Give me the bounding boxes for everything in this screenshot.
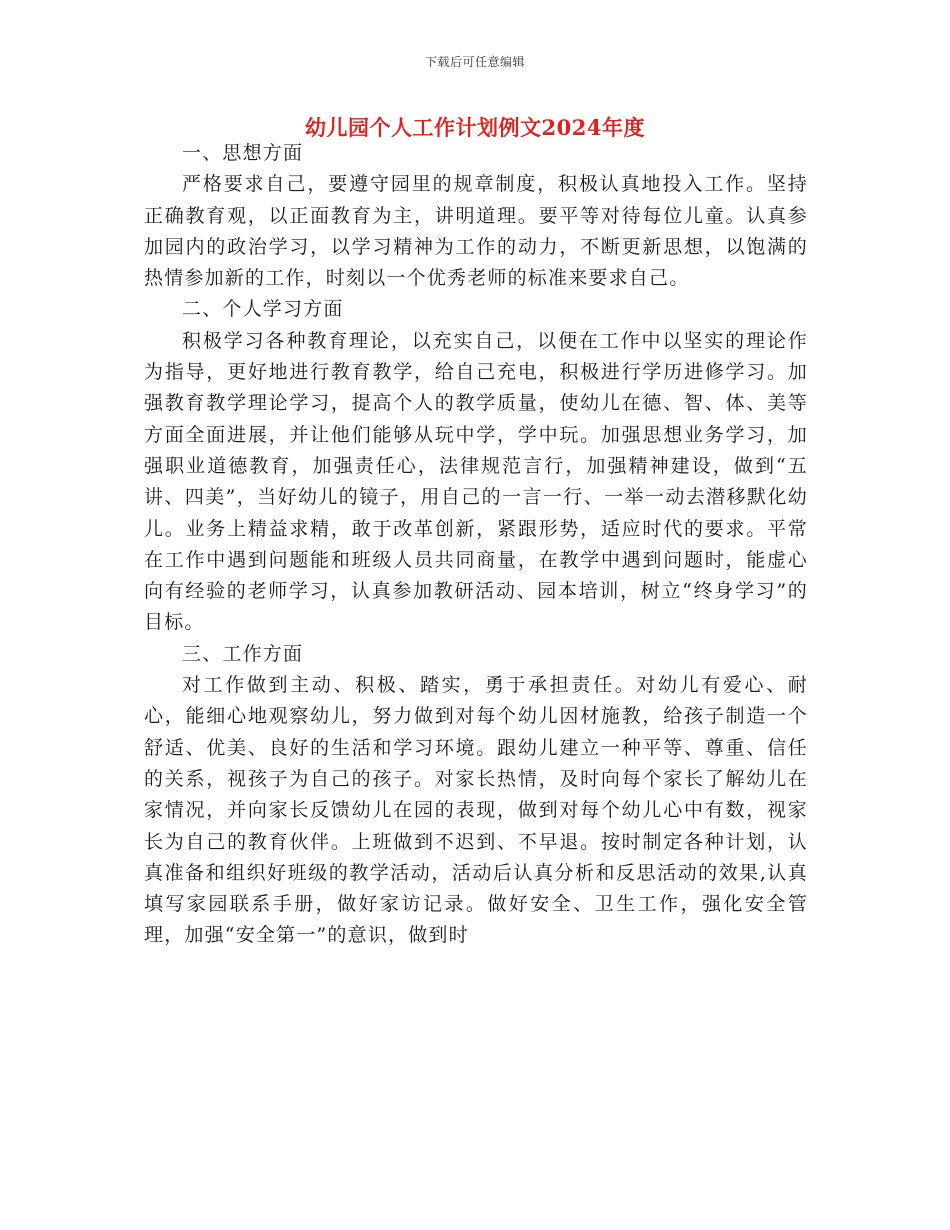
section-paragraph-work: 对工作做到主动、积极、踏实，勇于承担责任。对幼儿有爱心、耐心，能细心地观察幼儿，努力做到对每个幼儿因材施教，给孩子制造一个舒适、优美、良好的生活和学习环境。跟幼儿建立一种平等、尊重、信任的关系，视孩子为自己的孩子。对家长热情，及时向每个家长了解幼儿在家情况，并向家长反馈幼儿在园的表现，做到对每个幼儿心中有数，视家长为自己的教育伙伴。上班做到不迟到、不早退。按时制定各种计划，认真准备和组织好班级的教学活动，活动后认真分析和反思活动的效果,认真填写家园联系手册，做好家访记录。做好安全、卫生工作，强化安全管理，加强“安全第一”的意识，做到时 — [144, 674, 808, 947]
document-body — [144, 138, 808, 952]
section-heading-work: 三、工作方面 — [182, 642, 304, 665]
document-title: 幼儿园个人工作计划例文2024年度 — [305, 115, 645, 140]
section-work — [144, 639, 808, 952]
section-paragraph-personal-study: 积极学习各种教育理论，以充实自己，以便在工作中以坚实的理论作为指导，更好地进行教育教学，给自己充电，积极进行学历进修学习。加强教育教学理论学习，提高个人的教学质量，使幼儿在德、智、体、美等方面全面进展，并让他们能够从玩中学，学中玩。加强思想业务学习，加强职业道德教育，加强责任心，法律规范言行，加强精神建设，做到“五讲、四美”，当好幼儿的镜子，用自己的一言一行、一举一动去潜移默化幼儿。业务上精益求精，敢于改革创新，紧跟形势，适应时代的要求。平常在工作中遇到问题能和班级人员共同商量，在教学中遇到问题时，能虚心向有经验的老师学习，认真参加教研活动、园本培训，树立“终身学习”的目标。 — [144, 329, 808, 634]
page-header-note: 下载后可任意编辑 — [424, 55, 525, 69]
section-heading-personal-study: 二、个人学习方面 — [182, 298, 344, 321]
section-heading-thought: 一、思想方面 — [182, 142, 304, 164]
section-paragraph-thought: 严格要求自己，要遵守园里的规章制度，积极认真地投入工作。坚持正确教育观，以正面教育为主，讲明道理。要平等对待每位儿童。认真参加园内的政治学习，以学习精神为工作的动力，不断更新思想，以饱满的热情参加新的工作，时刻以一个优秀老师的标准来要求自己。 — [144, 173, 808, 290]
section-thought — [144, 138, 808, 294]
section-personal-study — [144, 294, 808, 638]
